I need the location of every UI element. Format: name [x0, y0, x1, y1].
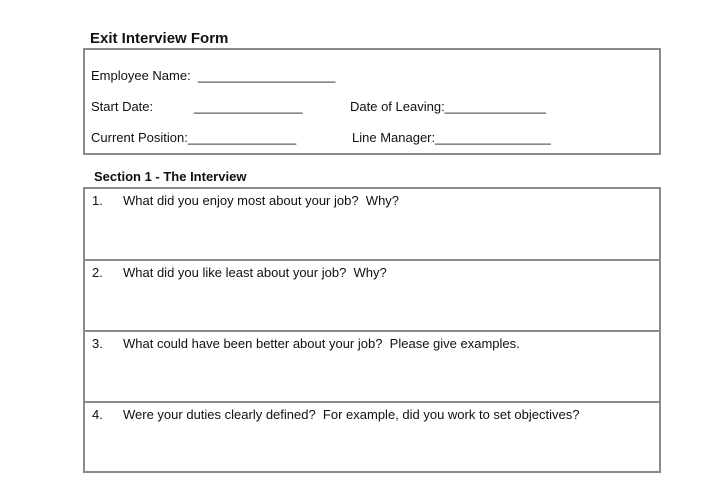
start-date-label: Start Date: — [91, 99, 154, 114]
question-text: Were your duties clearly defined? For example, did you work to set objectives? — [123, 407, 580, 422]
question-number: 2. — [92, 265, 103, 280]
line-manager-field[interactable]: Line Manager:________________ — [352, 130, 551, 145]
current-position-field[interactable]: Current Position:_______________ — [91, 130, 297, 145]
question-number: 3. — [92, 336, 103, 351]
question-row[interactable] — [85, 189, 659, 259]
date-of-leaving-field[interactable]: Date of Leaving:______________ — [350, 99, 546, 114]
employee-info-box — [83, 48, 661, 155]
form-title: Exit Interview Form — [90, 30, 229, 47]
question-text: What did you like least about your job? Why? — [123, 265, 387, 280]
question-text: What could have been better about your job? Please give examples. — [123, 336, 520, 351]
question-number: 1. — [92, 193, 103, 208]
questions-table — [83, 187, 661, 473]
section-title: Section 1 - The Interview — [94, 169, 247, 184]
question-row[interactable] — [85, 401, 659, 473]
question-row[interactable] — [85, 259, 659, 331]
question-row[interactable] — [85, 330, 659, 402]
question-text: What did you enjoy most about your job? Why? — [123, 193, 400, 208]
question-number: 4. — [92, 407, 103, 422]
start-date-field[interactable]: _______________ — [194, 99, 303, 114]
employee-name-field[interactable]: Employee Name: ___________________ — [91, 68, 336, 83]
